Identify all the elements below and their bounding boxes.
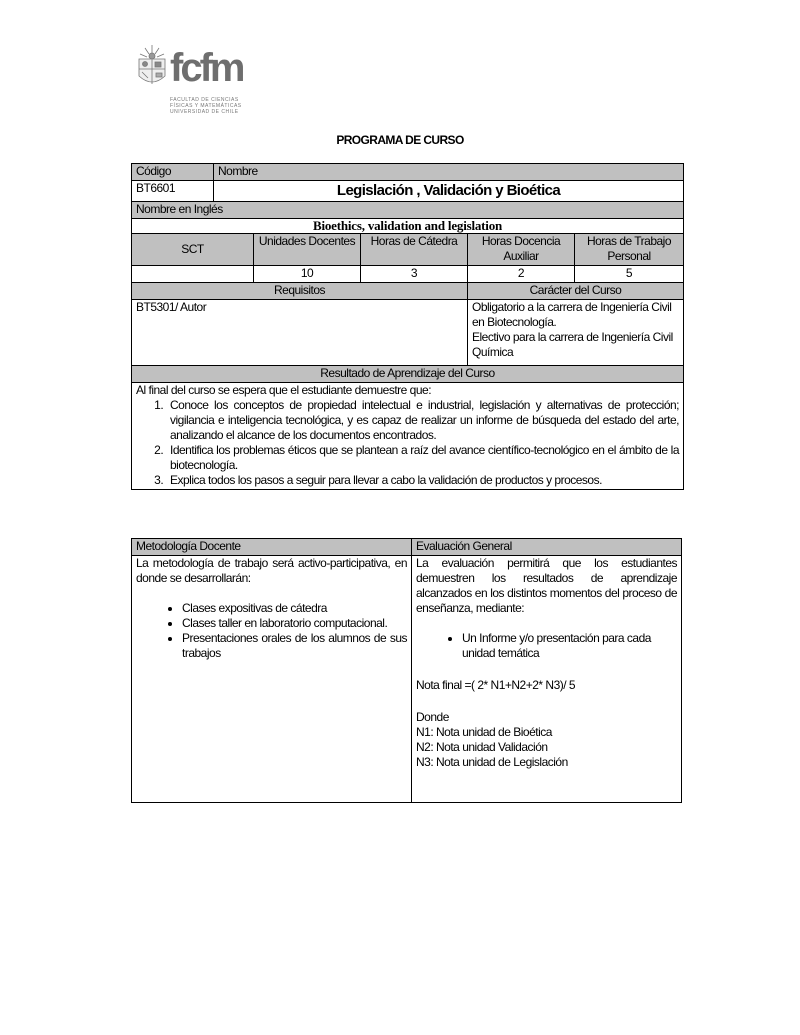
metodologia-item: • Clases taller en laboratorio computacional. <box>182 616 407 631</box>
evaluacion-list <box>416 631 677 661</box>
metodologia-header: Metodología Docente <box>132 539 412 556</box>
metodologia-content <box>132 556 412 803</box>
resultado-item: 1. Conoce los conceptos de propiedad intelectual e industrial, legislación y alternativas de protección; vigilancia e inteligencia tecnológica, y es capaz de realizar un informe de búsqueda del estado del arte, analizando el alcance de los documentos encontrados. <box>166 398 679 443</box>
methodology-evaluation-table <box>131 538 682 803</box>
requisitos-header: Requisitos <box>132 283 468 300</box>
caracter-value <box>468 300 684 366</box>
english-name-header: Nombre en Inglés <box>132 202 684 219</box>
evaluacion-intro: La evaluación permitirá que los estudiantes demuestren los resultados de aprendizaje alcanzados en los distintos momentos del proceso de enseñanza, mediante: <box>416 556 677 615</box>
fcfm-logo <box>136 42 252 118</box>
unidades-docentes-header: Unidades Docentes <box>254 234 361 266</box>
horas-auxiliar-header: Horas Docencia Auxiliar <box>468 234 575 266</box>
course-code: BT6601 <box>132 181 214 202</box>
caracter-header: Carácter del Curso <box>468 283 684 300</box>
resultado-item: 2. Identifica los problemas éticos que se plantean a raíz del avance científico-tecnológico en el ámbito de la biotecnología. <box>166 443 679 473</box>
document-title: PROGRAMA DE CURSO <box>336 133 464 147</box>
donde-label: Donde <box>416 710 449 724</box>
resultado-header: Resultado de Aprendizaje del Curso <box>132 366 684 383</box>
course-english-name: Bioethics, validation and legislation <box>132 219 684 234</box>
codigo-header: Código <box>132 164 214 181</box>
nombre-header: Nombre <box>214 164 684 181</box>
metodologia-item: • Clases expositivas de cátedra <box>182 601 407 616</box>
logo-subtitle-3: UNIVERSIDAD DE CHILE <box>170 109 239 115</box>
unidades-docentes-value: 10 <box>254 266 361 283</box>
metodologia-intro: La metodología de trabajo será activo-participativa, en donde se desarrollarán: <box>136 556 407 585</box>
logo-wordmark: fcfm <box>170 46 243 90</box>
evaluacion-item: • Un Informe y/o presentación para cada unidad temática <box>462 631 677 661</box>
horas-personal-value: 5 <box>575 266 684 283</box>
metodologia-item: • Presentaciones orales de los alumnos de sus trabajos <box>182 631 407 661</box>
university-seal-icon <box>136 44 168 88</box>
requisitos-value: BT5301/ Autor <box>132 300 468 366</box>
nota-n3: N3: Nota unidad de Legislación <box>416 755 568 769</box>
caracter-obligatorio: Obligatorio a la carrera de Ingeniería Civil en Biotecnología. <box>472 300 672 329</box>
logo-subtitle-1: FACULTAD DE CIENCIAS <box>170 97 239 103</box>
resultado-intro: Al final del curso se espera que el estudiante demuestre que: <box>136 383 432 397</box>
sct-header: SCT <box>132 234 254 266</box>
metodologia-list <box>136 601 407 661</box>
caracter-electivo: Electivo para la carrera de Ingeniería Civil Química <box>472 330 673 359</box>
nota-n1: N1: Nota unidad de Bioética <box>416 725 552 739</box>
logo-subtitle-2: FÍSICAS Y MATEMÁTICAS <box>170 103 242 109</box>
evaluacion-content <box>412 556 682 803</box>
course-info-table <box>131 163 684 490</box>
course-name: Legislación , Validación y Bioética <box>214 181 684 202</box>
nota-final-formula: Nota final =( 2* N1+N2+2* N3)/ 5 <box>416 678 576 692</box>
horas-catedra-value: 3 <box>361 266 468 283</box>
horas-auxiliar-value: 2 <box>468 266 575 283</box>
sct-value <box>132 266 254 283</box>
resultado-item: 3. Explica todos los pasos a seguir para llevar a cabo la validación de productos y procesos. <box>166 473 679 488</box>
nota-n2: N2: Nota unidad Validación <box>416 740 548 754</box>
resultado-content <box>132 383 684 490</box>
horas-personal-header: Horas de Trabajo Personal <box>575 234 684 266</box>
horas-catedra-header: Horas de Cátedra <box>361 234 468 266</box>
evaluacion-header: Evaluación General <box>412 539 682 556</box>
resultado-list <box>136 398 679 488</box>
